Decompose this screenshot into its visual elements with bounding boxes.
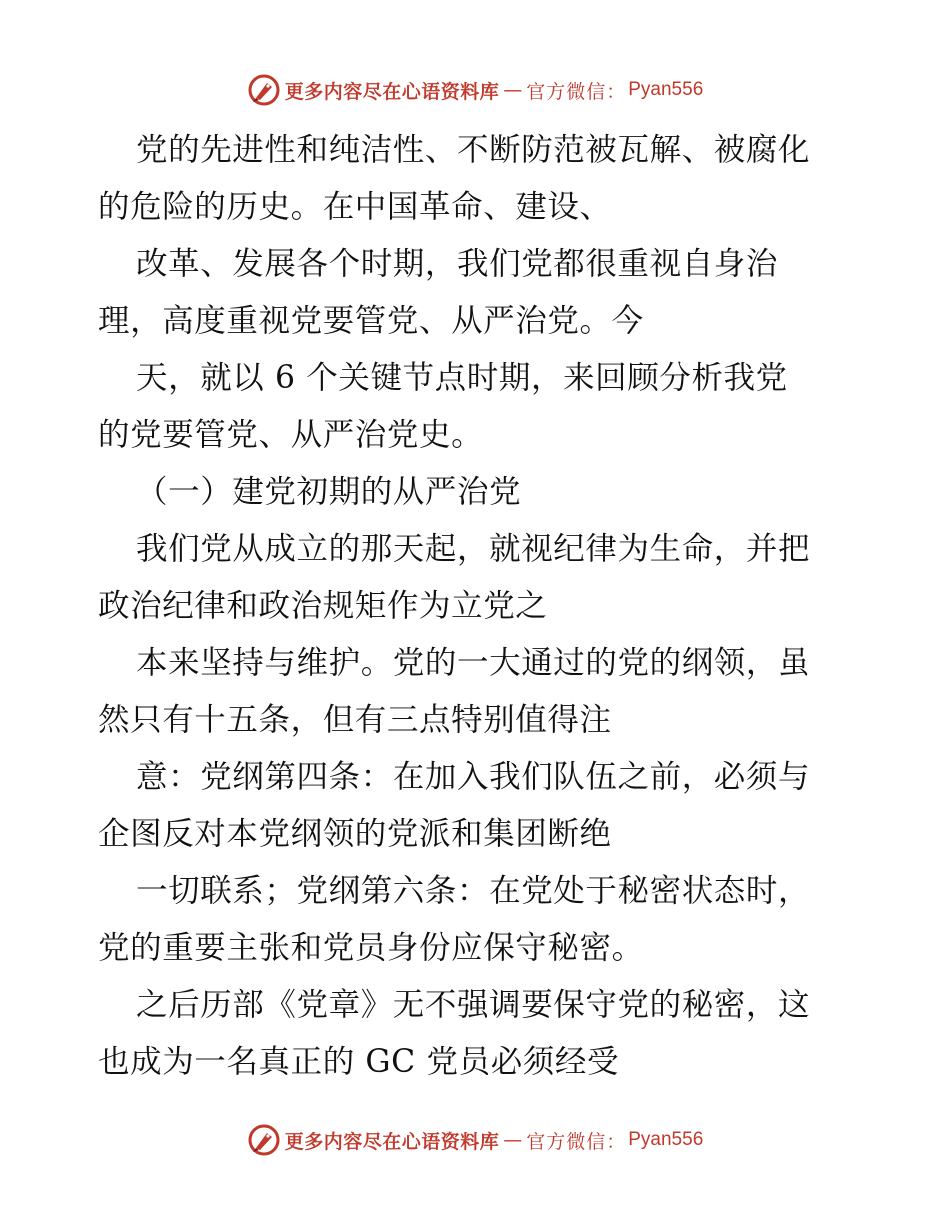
text-line: 也成为一名真正的 GC 党员必须经受 bbox=[98, 1044, 620, 1080]
text-line: 天，就以 6 个关键节点时期，来回顾分析我党 bbox=[136, 360, 788, 396]
text-line: 政治纪律和政治规矩作为立党之 bbox=[98, 588, 548, 624]
document-body bbox=[98, 122, 858, 1091]
watermark-wechat-id: Pyan556 bbox=[628, 1129, 704, 1150]
footer-watermark bbox=[0, 1120, 950, 1160]
watermark-official-label: 官方微信： bbox=[526, 80, 627, 103]
section-heading: （一）建党初期的从严治党 bbox=[136, 474, 522, 510]
pen-nib-logo-icon bbox=[247, 1123, 281, 1157]
text-line: 的危险的历史。在中国革命、建设、 bbox=[98, 189, 612, 225]
watermark-official-label: 官方微信： bbox=[526, 1130, 627, 1153]
text-line: 企图反对本党纲领的党派和集团断绝 bbox=[98, 816, 612, 852]
text-line: 之后历部《党章》无不强调要保守党的秘密，这 bbox=[136, 987, 811, 1023]
text-line: 意：党纲第四条：在加入我们队伍之前，必须与 bbox=[136, 759, 811, 795]
watermark-main-text: 更多内容尽在心语资料库 bbox=[284, 80, 500, 103]
text-line: 本来坚持与维护。党的一大通过的党的纲领，虽 bbox=[136, 645, 811, 681]
watermark-dash: — bbox=[503, 1129, 523, 1151]
watermark-dash: — bbox=[503, 79, 523, 101]
text-line: 改革、发展各个时期，我们党都很重视自身治 bbox=[136, 246, 779, 282]
text-line: 然只有十五条，但有三点特别值得注 bbox=[98, 702, 612, 738]
text-line: 我们党从成立的那天起，就视纪律为生命，并把 bbox=[136, 531, 811, 567]
text-line: 党的重要主张和党员身份应保守秘密。 bbox=[98, 930, 644, 966]
watermark-main-text: 更多内容尽在心语资料库 bbox=[284, 1130, 500, 1153]
text-line: 一切联系；党纲第六条：在党处于秘密状态时， bbox=[136, 873, 811, 909]
pen-nib-logo-icon bbox=[247, 73, 281, 107]
text-line: 理，高度重视党要管党、从严治党。今 bbox=[98, 303, 644, 339]
text-line: 的党要管党、从严治党史。 bbox=[98, 417, 484, 453]
watermark-wechat-id: Pyan556 bbox=[628, 79, 704, 100]
header-watermark bbox=[0, 70, 950, 110]
text-line: 党的先进性和纯洁性、不断防范被瓦解、被腐化 bbox=[136, 132, 811, 168]
